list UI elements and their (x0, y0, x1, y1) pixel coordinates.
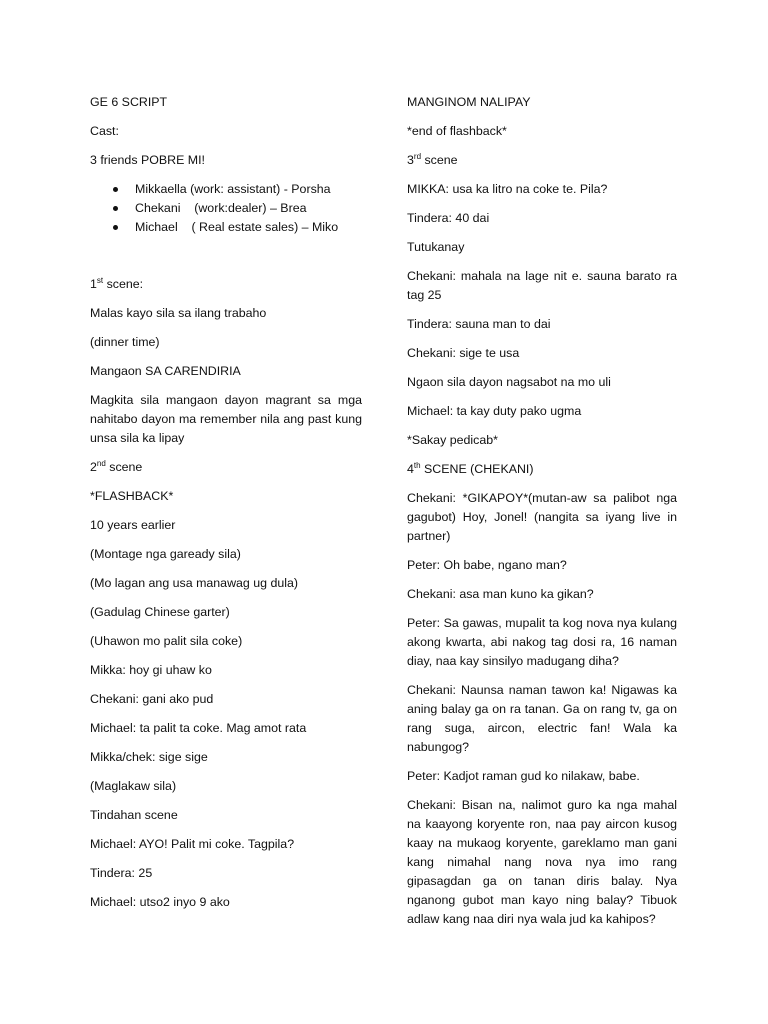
cast-list (90, 180, 362, 237)
script-line: Tutukanay (407, 240, 465, 254)
script-line: Michael: ta kay duty pako ugma (407, 404, 582, 418)
script-line: Peter: Kadjot raman gud ko nilakaw, babe. (407, 769, 640, 783)
script-line: *Sakay pedicab* (407, 433, 498, 447)
script-line: (Gadulag Chinese garter) (90, 605, 230, 619)
script-line: Mikka/chek: sige sige (90, 750, 208, 764)
cast-item: Michael ( Real estate sales) – Miko (90, 218, 362, 237)
scene-heading-1: 1st scene: (90, 276, 144, 291)
script-paragraph: Chekani: *GIKAPOY*(mutan-aw sa palibot nga gagubot) Hoy, Jonel! (nangita sa iyang live in partner) (407, 491, 677, 543)
script-line: *end of flashback* (407, 124, 507, 138)
script-line: (Maglakaw sila) (90, 779, 177, 793)
script-title: GE 6 SCRIPT (90, 95, 168, 109)
script-line: MIKKA: usa ka litro na coke te. Pila? (407, 182, 608, 196)
cast-item: Chekani (work:dealer) – Brea (90, 199, 362, 218)
scene-heading-4: 4th SCENE (CHEKANI) (407, 461, 534, 476)
script-line: Michael: utso2 inyo 9 ako (90, 895, 230, 909)
script-line: Chekani: sige te usa (407, 346, 520, 360)
left-column (90, 93, 362, 922)
script-line: Malas kayo sila sa ilang trabaho (90, 306, 267, 320)
scene-heading-2: 2nd scene (90, 459, 143, 474)
script-paragraph: Peter: Sa gawas, mupalit ta kog nova nya kulang akong kwarta, abi nakog tag dosi ra, 16 naman diay, naa kay sinsilyo madugang diha? (407, 616, 677, 668)
scene-heading-3: 3rd scene (407, 152, 458, 167)
script-line: Mikka: hoy gi uhaw ko (90, 663, 212, 677)
script-line: Mangaon SA CARENDIRIA (90, 364, 241, 378)
script-line: *FLASHBACK* (90, 489, 174, 503)
script-line: (Uhawon mo palit sila coke) (90, 634, 243, 648)
script-paragraph: Chekani: Bisan na, nalimot guro ka nga mahal na kaayong koryente ron, naa pay aircon kusog kaay na mukaog koryente, gareklamo man gani kang nimahal nang nova nya imo rang gipasagdan ga on tanan diris balay. Nya nganong gubot man kayo ning balay? Tibuok adlaw kang naa diri nya wala jud ka kahipos? (407, 798, 677, 926)
group-name: 3 friends POBRE MI! (90, 153, 205, 167)
script-line: MANGINOM NALIPAY (407, 95, 531, 109)
cast-item: Mikkaella (work: assistant) - Porsha (90, 180, 362, 199)
script-line: (Mo lagan ang usa manawag ug dula) (90, 576, 299, 590)
script-paragraph: Chekani: mahala na lage nit e. sauna barato ra tag 25 (407, 269, 677, 302)
right-column (407, 93, 677, 939)
script-line: Chekani: asa man kuno ka gikan? (407, 587, 594, 601)
script-line: Chekani: gani ako pud (90, 692, 214, 706)
script-line: Tindahan scene (90, 808, 178, 822)
script-paragraph: Magkita sila mangaon dayon magrant sa mga nahitabo dayon ma remember nila ang past kung unsa sila ka lipay (90, 393, 362, 445)
script-line: Michael: ta palit ta coke. Mag amot rata (90, 721, 307, 735)
script-line: 10 years earlier (90, 518, 176, 532)
script-line: Tindera: 40 dai (407, 211, 490, 225)
script-line: (dinner time) (90, 335, 160, 349)
script-line: Ngaon sila dayon nagsabot na mo uli (407, 375, 611, 389)
script-paragraph: Chekani: Naunsa naman tawon ka! Nigawas ka aning balay ga on ra tanan. Ga on rang tv, ga on rang suga, aircon, electric fan! Wala ka nabungog? (407, 683, 677, 754)
script-line: Tindera: sauna man to dai (407, 317, 551, 331)
script-line: Tindera: 25 (90, 866, 153, 880)
script-line: Peter: Oh babe, ngano man? (407, 558, 567, 572)
script-line: Michael: AYO! Palit mi coke. Tagpila? (90, 837, 295, 851)
cast-label: Cast: (90, 124, 119, 138)
script-line: (Montage nga gaready sila) (90, 547, 241, 561)
